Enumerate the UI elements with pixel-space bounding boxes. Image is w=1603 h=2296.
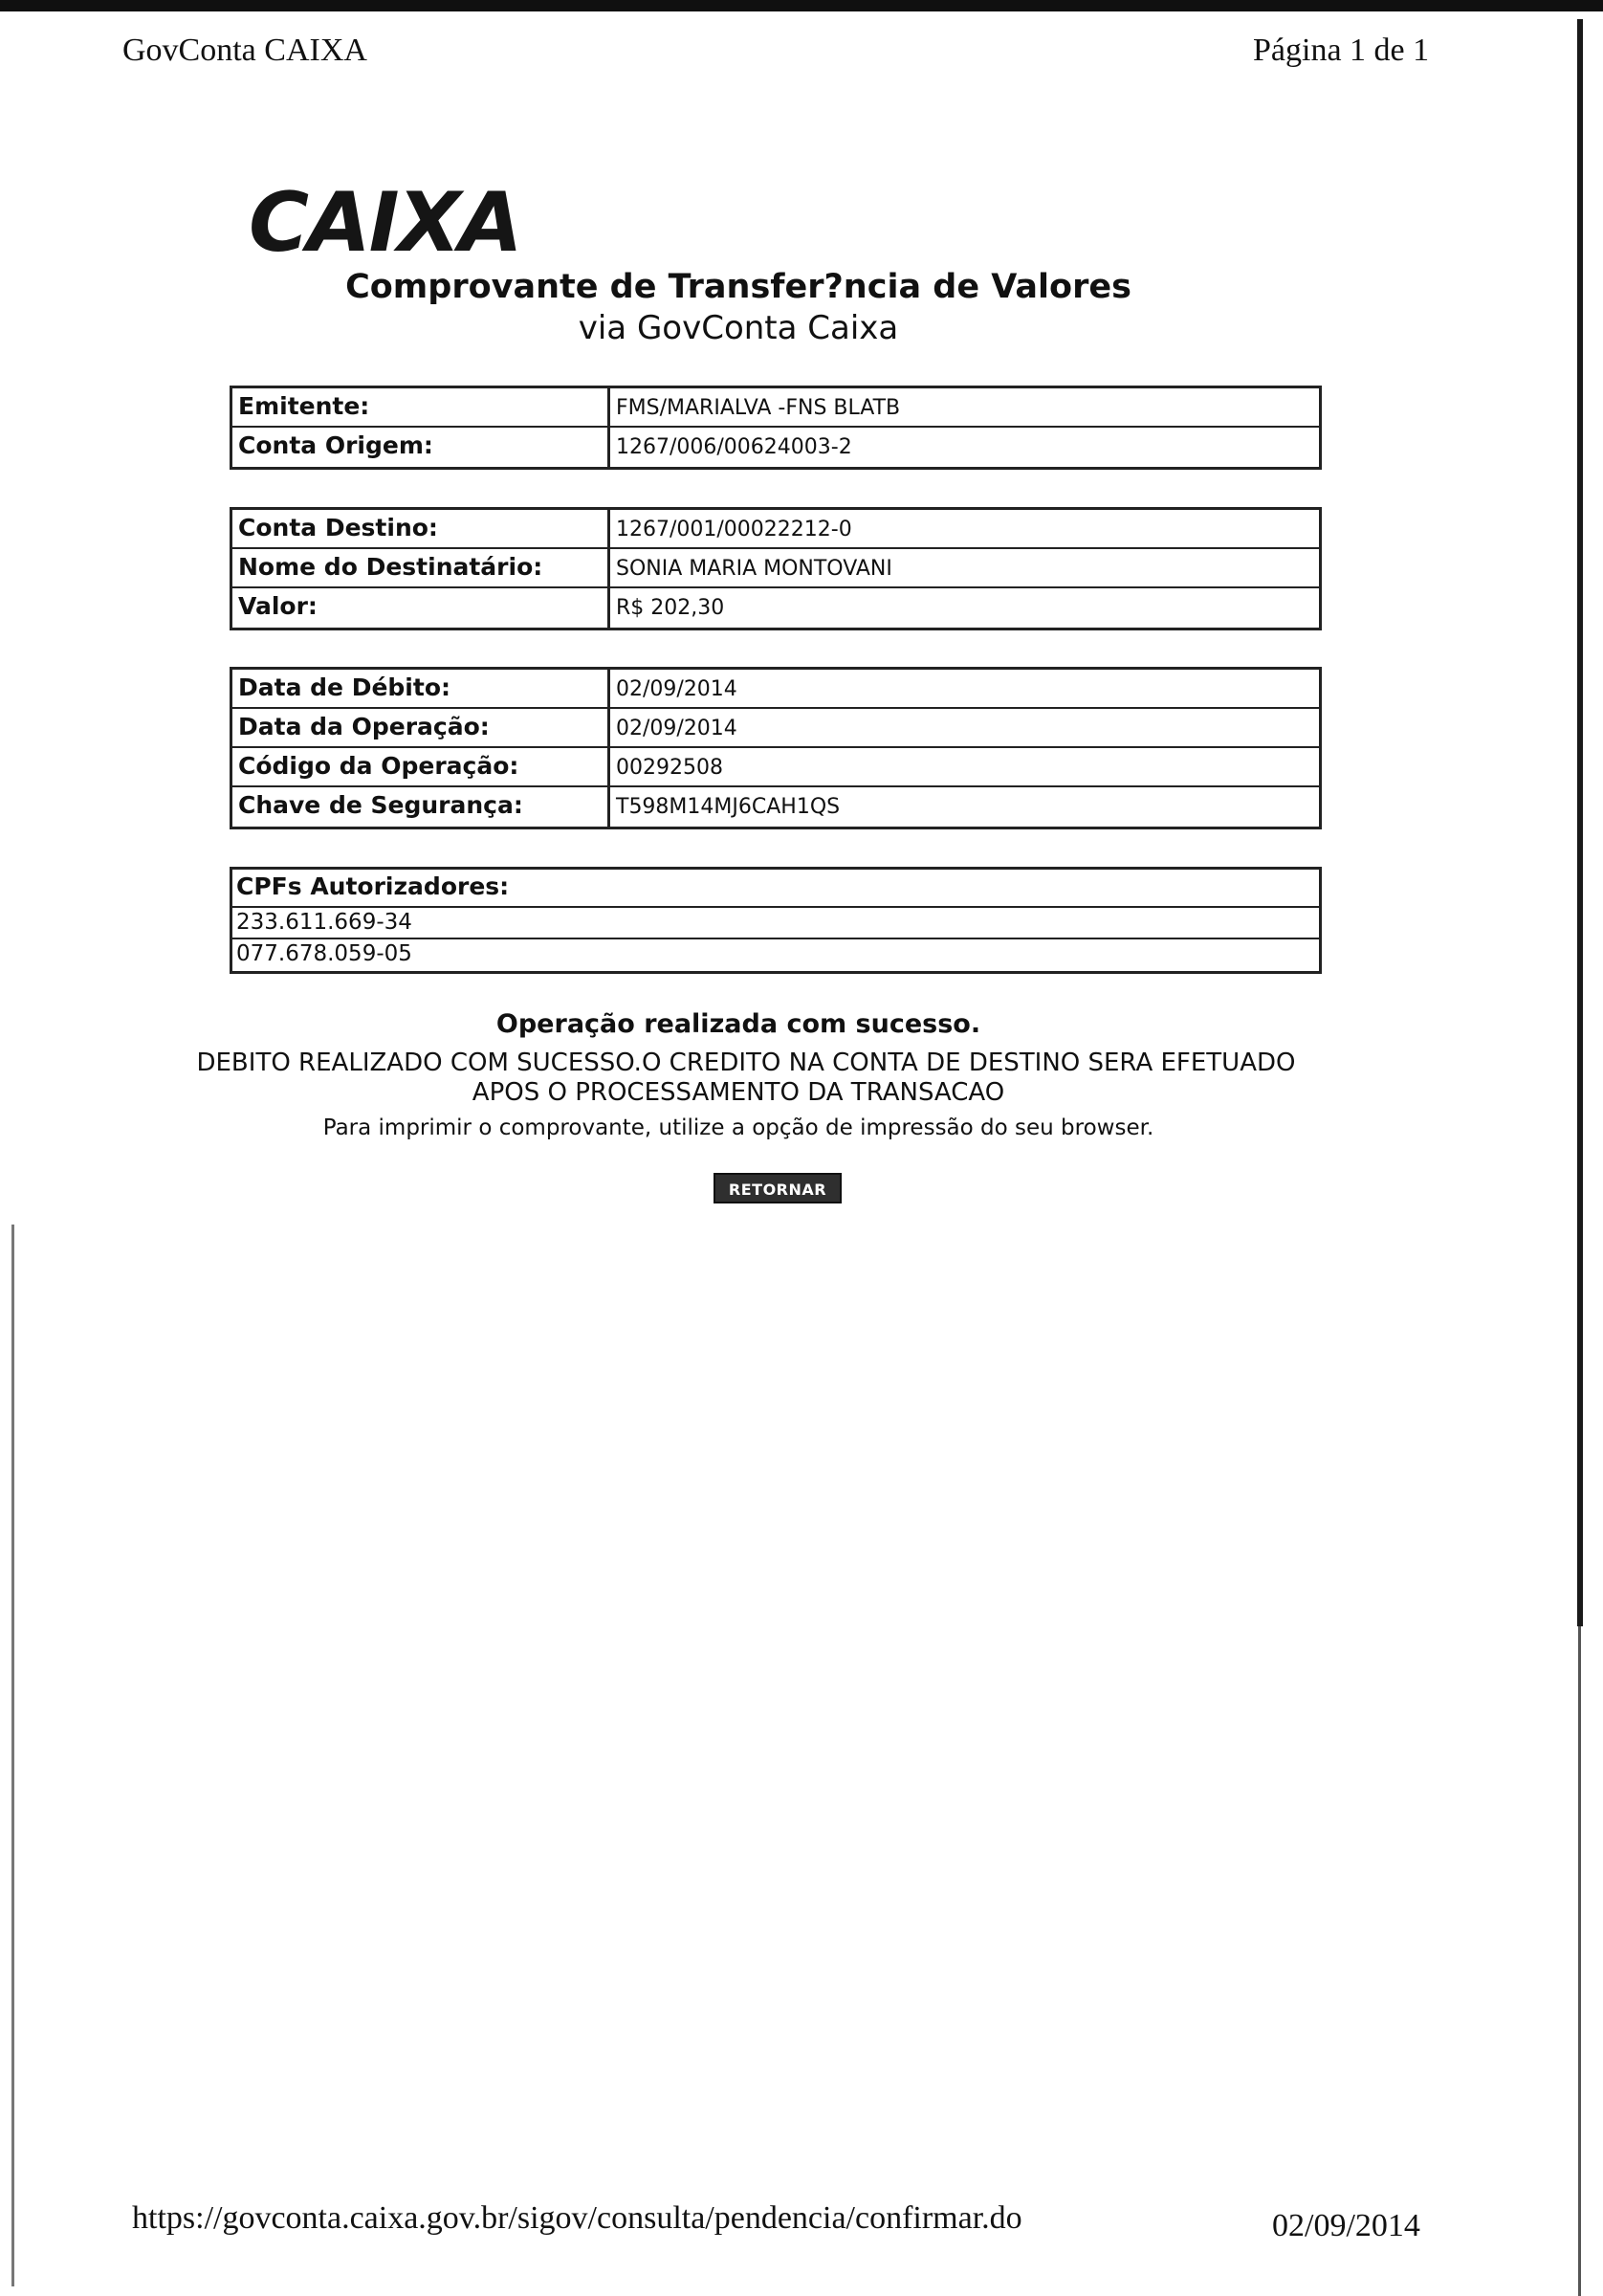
scan-edge-right bbox=[1577, 19, 1583, 1626]
field-label: Nome do Destinatário: bbox=[232, 549, 610, 586]
print-header-page: Página 1 de 1 bbox=[1253, 33, 1430, 68]
table-row bbox=[232, 748, 1319, 787]
document-title: Comprovante de Transfer?ncia de Valores bbox=[345, 268, 1131, 306]
table-row bbox=[232, 428, 1319, 467]
print-footer-url: https://govconta.caixa.gov.br/sigov/consulta/pendencia/confirmar.do bbox=[132, 2200, 1022, 2236]
field-label: Valor: bbox=[232, 588, 610, 628]
table-row bbox=[232, 670, 1319, 709]
list-item: 233.611.669-34 bbox=[232, 908, 1319, 939]
destination-table bbox=[230, 507, 1322, 630]
field-value: 02/09/2014 bbox=[616, 717, 737, 740]
print-hint: Para imprimir o comprovante, utilize a opção de impressão do seu browser. bbox=[322, 1115, 1154, 1140]
authorizers-table bbox=[230, 867, 1322, 974]
table-row bbox=[232, 787, 1319, 827]
field-label: Emitente: bbox=[232, 388, 610, 426]
return-button[interactable]: RETORNAR bbox=[714, 1173, 842, 1203]
document-subtitle: via GovConta Caixa bbox=[578, 309, 899, 347]
list-item: 077.678.059-05 bbox=[236, 941, 412, 966]
table-row bbox=[232, 549, 1319, 588]
authorizers-heading: CPFs Autorizadores: bbox=[232, 870, 1319, 908]
field-label: Conta Destino: bbox=[232, 510, 610, 547]
field-value: R$ 202,30 bbox=[616, 596, 725, 620]
status-message-line1: DEBITO REALIZADO COM SUCESSO.O CREDITO NA CONTA DE DESTINO SERA EFETUADO bbox=[196, 1049, 1296, 1077]
scan-edge-left bbox=[11, 1225, 14, 2286]
field-value: FMS/MARIALVA -FNS BLATB bbox=[616, 396, 901, 420]
field-value: 1267/006/00624003-2 bbox=[616, 435, 852, 459]
operation-table bbox=[230, 667, 1322, 829]
field-label: Conta Origem: bbox=[232, 428, 610, 467]
scan-edge-right-lower bbox=[1578, 1626, 1581, 2296]
table-row bbox=[232, 709, 1319, 748]
table-row bbox=[232, 388, 1319, 428]
field-label: Data da Operação: bbox=[232, 709, 610, 746]
table-row bbox=[232, 510, 1319, 549]
field-value: T598M14MJ6CAH1QS bbox=[616, 795, 841, 819]
field-label: Data de Débito: bbox=[232, 670, 610, 707]
field-label: Chave de Segurança: bbox=[232, 787, 610, 827]
print-header-title: GovConta CAIXA bbox=[122, 33, 367, 68]
field-value: 1267/001/00022212-0 bbox=[616, 518, 852, 541]
caixa-logo-text: CAIXA bbox=[249, 175, 521, 268]
print-footer-date: 02/09/2014 bbox=[1272, 2208, 1420, 2243]
origin-table bbox=[230, 386, 1322, 470]
field-label: Código da Operação: bbox=[232, 748, 610, 785]
field-value: 02/09/2014 bbox=[616, 677, 737, 701]
field-value: SONIA MARIA MONTOVANI bbox=[616, 557, 892, 581]
scan-edge-top bbox=[0, 0, 1603, 11]
status-message-line2: APOS O PROCESSAMENTO DA TRANSACAO bbox=[472, 1078, 1005, 1107]
caixa-logo bbox=[247, 172, 524, 268]
table-row bbox=[232, 588, 1319, 628]
success-message: Operação realizada com sucesso. bbox=[495, 1009, 981, 1039]
field-value: 00292508 bbox=[616, 756, 723, 780]
